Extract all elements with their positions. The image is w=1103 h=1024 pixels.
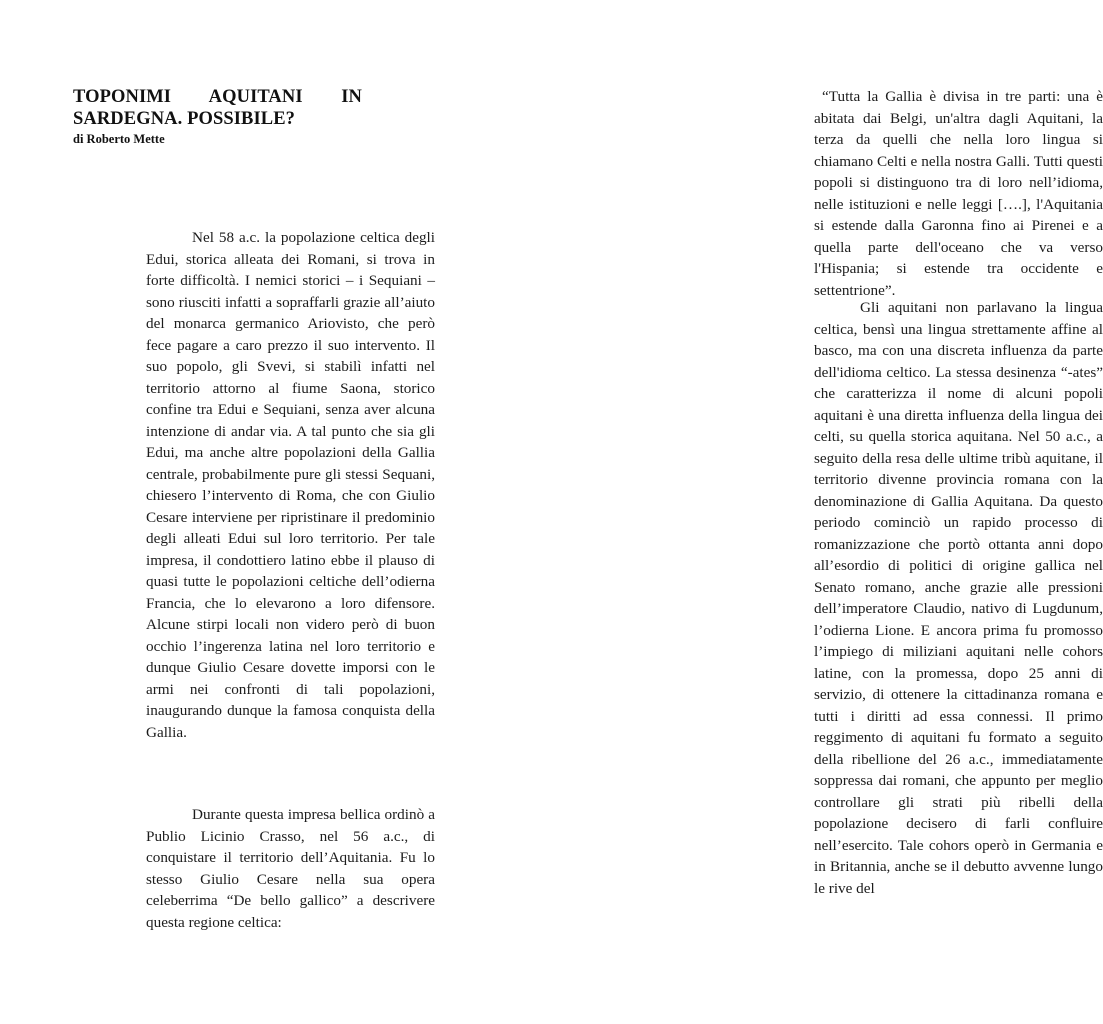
paragraph-aquitani-language: Gli aquitani non parlavano la lingua celtica, bensì una lingua strettamente affine al basco, ma con una discreta influenza da parte dell'idioma celtico. La stessa desinenza “-ates” che caratterizza il nome di alcuni popoli aquitani è una diretta influenza della lingua dei celti, su quella storica aquitana. Nel 50 a.c., a seguito della resa delle ultime tribù aquitane, il territorio divenne provincia romana con la denominazione di Gallia Aquitana. Da questo periodo cominciò un rapido processo di romanizzazione che portò ottanta anni dopo all’esordio di politici di origine gallica nel Senato romano, anche grazie alle pressioni dell’imperatore Claudio, nativo di Lugdunum, l’odierna Lione. E ancora prima fu promosso l’impiego di miliziani aquitani nelle cohors latine, con la promessa, dopo 25 anni di servizio, di ottenere la cittadinanza romana e tutti i diritti ad essa connessi. Il primo reggimento di aquitani fu formato a seguito della ribellione del 26 a.c., immediatamente soppressa dai romani, che appunto per meglio controllare gli strati più ribelli della popolazione decisero di farli confluire nell’esercito. Tale cohors operò in Germania e in Britannia, anche se il debutto avvenne lungo le rive del [814, 299, 1103, 897]
paragraph-crasso-campaign: Durante questa impresa bellica ordinò a Publio Licinio Crasso, nel 56 a.c., di conquistare il territorio dell’Aquitania. Fu lo stesso Giulio Cesare nella sua opera celeberrima “De bello gallico” a descrivere questa regione celtica: [146, 806, 435, 931]
paragraph-edui-intro: Nel 58 a.c. la popolazione celtica degli Edui, storica alleata dei Romani, si trova in forte difficoltà. I nemici storici – i Sequiani – sono riusciti infatti a sopraffarli grazie all’aiuto del monarca germanico Ariovisto, che però fece pagare a caro prezzo il suo intervento. Il suo popolo, gli Svevi, si stabilì infatti nel territorio attorno al fiume Saona, storico confine tra Edui e Sequiani, senza aver alcuna intenzione di andar via. A tal punto che sia gli Edui, ma anche altre popolazioni della Gallia centrale, probabilmente pure gli stessi Sequani, chiesero l’intervento di Roma, che con Giulio Cesare interviene per ripristinare il predominio degli alleati Edui sul loro territorio. Per tale impresa, il condottiero latino ebbe il plauso di quasi tutte le popolazioni celtiche dell’odierna Francia, che lo elevarono a loro difensore. Alcune stirpi locali non videro però di buon occhio l’ingerenza latina nel loro territorio e dunque Giulio Cesare dovette imporsi con le armi nei confronti di tali popolazioni, inaugurando dunque la famosa conquista della Gallia. [146, 229, 435, 741]
article-title-line-1: TOPONIMI AQUITANI IN [73, 87, 362, 107]
caesar-quote: “Tutta la Gallia è divisa in tre parti: una è abitata dai Belgi, un'altra dagli Aquitani, la terza da quelli che nella loro lingua si chiamano Celti e nella nostra Galli. Tutti questi popoli si distinguono tra di loro nell’idioma, nelle istituzioni e nelle leggi [….], l'Aquitania si estende dalla Garonna fino ai Pirenei e a quella parte dell'oceano che va verso l'Hispania; si estende tra occidente e settentrione”. [814, 88, 1103, 299]
author-byline: di Roberto Mette [73, 132, 165, 146]
article-title-line-2: SARDEGNA. POSSIBILE? [73, 109, 296, 129]
article-title [73, 86, 362, 130]
